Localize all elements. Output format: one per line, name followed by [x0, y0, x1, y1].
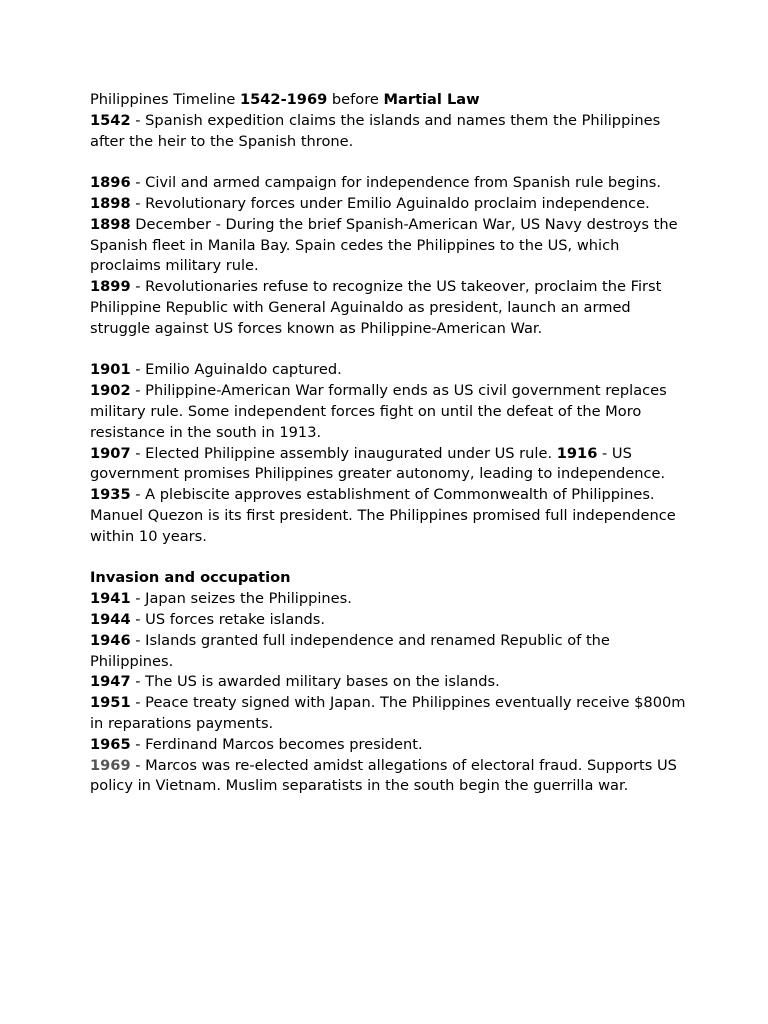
entry-text: - Japan seizes the Philippines. — [130, 590, 352, 608]
entry-year: 1946 — [90, 631, 131, 649]
entry-year: 1944 — [90, 610, 131, 628]
document-title — [90, 90, 690, 111]
timeline-entry — [90, 589, 690, 610]
section-heading — [90, 568, 690, 589]
timeline-entry — [90, 215, 690, 277]
entry-year: 1907 — [90, 444, 131, 462]
entry-year: 1965 — [90, 735, 131, 753]
entry-text: - US government promises Philippines greater autonomy, leading to independence. — [90, 444, 666, 483]
entry-text: December - During the brief Spanish-American War, US Navy destroys the Spanish fleet in Manila Bay. Spain cedes the Philippines to the US, which proclaims military rule. — [90, 215, 678, 275]
entry-year: 1951 — [90, 694, 131, 712]
timeline-entry — [90, 756, 690, 798]
title-range: 1542-1969 — [239, 91, 328, 108]
entry-text: - Civil and armed campaign for independence from Spanish rule begins. — [130, 174, 661, 192]
entry-year: 1899 — [90, 278, 131, 296]
entry-text: - US forces retake islands. — [130, 610, 326, 628]
entry-text: - Spanish expedition claims the islands and names them the Philippines after the heir to the Spanish throne. — [90, 111, 661, 150]
entry-year: 1941 — [90, 590, 131, 608]
timeline-entry — [90, 735, 690, 756]
entry-year: 1896 — [90, 174, 131, 192]
entry-text: - Elected Philippine assembly inaugurated under US rule. — [130, 444, 557, 462]
timeline-entry — [90, 111, 690, 153]
entry-text: - Islands granted full independence and renamed Republic of the Philippines. — [90, 631, 610, 670]
timeline-entry — [90, 381, 690, 443]
entry-text: - Philippine-American War formally ends as US civil government replaces military rule. Some independent forces fight on until the defeat of the Moro resistance in the south in 1913. — [90, 382, 667, 441]
title-topic: Martial Law — [383, 91, 480, 108]
timeline-entry — [90, 444, 690, 486]
document-page — [90, 90, 690, 797]
entry-year: 1542 — [90, 111, 131, 129]
entry-year: 1969 — [90, 756, 131, 774]
section-heading-text: Invasion and occupation — [90, 569, 291, 587]
entry-year: 1916 — [556, 444, 598, 462]
entry-year: 1898 — [90, 215, 131, 233]
timeline-entry — [90, 693, 690, 735]
entry-text: - A plebiscite approves establishment of Commonwealth of Philippines. Manuel Quezon is its first president. The Philippines promised full independence within 10 years. — [90, 486, 676, 545]
entry-text: - Marcos was re-elected amidst allegations of electoral fraud. Supports US policy in Vietnam. Muslim separatists in the south begin the guerrilla war. — [90, 756, 677, 795]
title-prefix: Philippines Timeline — [90, 91, 240, 108]
title-middle: before — [327, 91, 384, 108]
timeline-entry — [90, 194, 690, 215]
entry-year: 1935 — [90, 486, 131, 504]
timeline-entry — [90, 173, 690, 194]
paragraph-gap — [90, 152, 690, 173]
paragraph-gap — [90, 548, 690, 569]
entry-year: 1902 — [90, 382, 131, 400]
entry-text: - Revolutionaries refuse to recognize the US takeover, proclaim the First Philippine Republic with General Aguinaldo as president, launch an armed struggle against US forces known as Philippine-American War. — [90, 278, 662, 337]
entry-text: - Revolutionary forces under Emilio Aguinaldo proclaim independence. — [130, 194, 650, 212]
entry-year: 1947 — [90, 673, 131, 691]
timeline-entry — [90, 631, 690, 673]
timeline-entry — [90, 360, 690, 381]
timeline-entry — [90, 485, 690, 547]
timeline-entry — [90, 277, 690, 339]
entry-text: - The US is awarded military bases on the islands. — [130, 673, 500, 691]
entry-year: 1898 — [90, 194, 131, 212]
entry-text: - Emilio Aguinaldo captured. — [130, 361, 342, 379]
paragraph-gap — [90, 340, 690, 361]
entry-text: - Ferdinand Marcos becomes president. — [130, 735, 423, 753]
timeline-entry — [90, 610, 690, 631]
entry-text: - Peace treaty signed with Japan. The Philippines eventually receive $800m in reparations payments. — [90, 694, 686, 732]
entry-year: 1901 — [90, 361, 131, 379]
timeline-entry — [90, 672, 690, 693]
